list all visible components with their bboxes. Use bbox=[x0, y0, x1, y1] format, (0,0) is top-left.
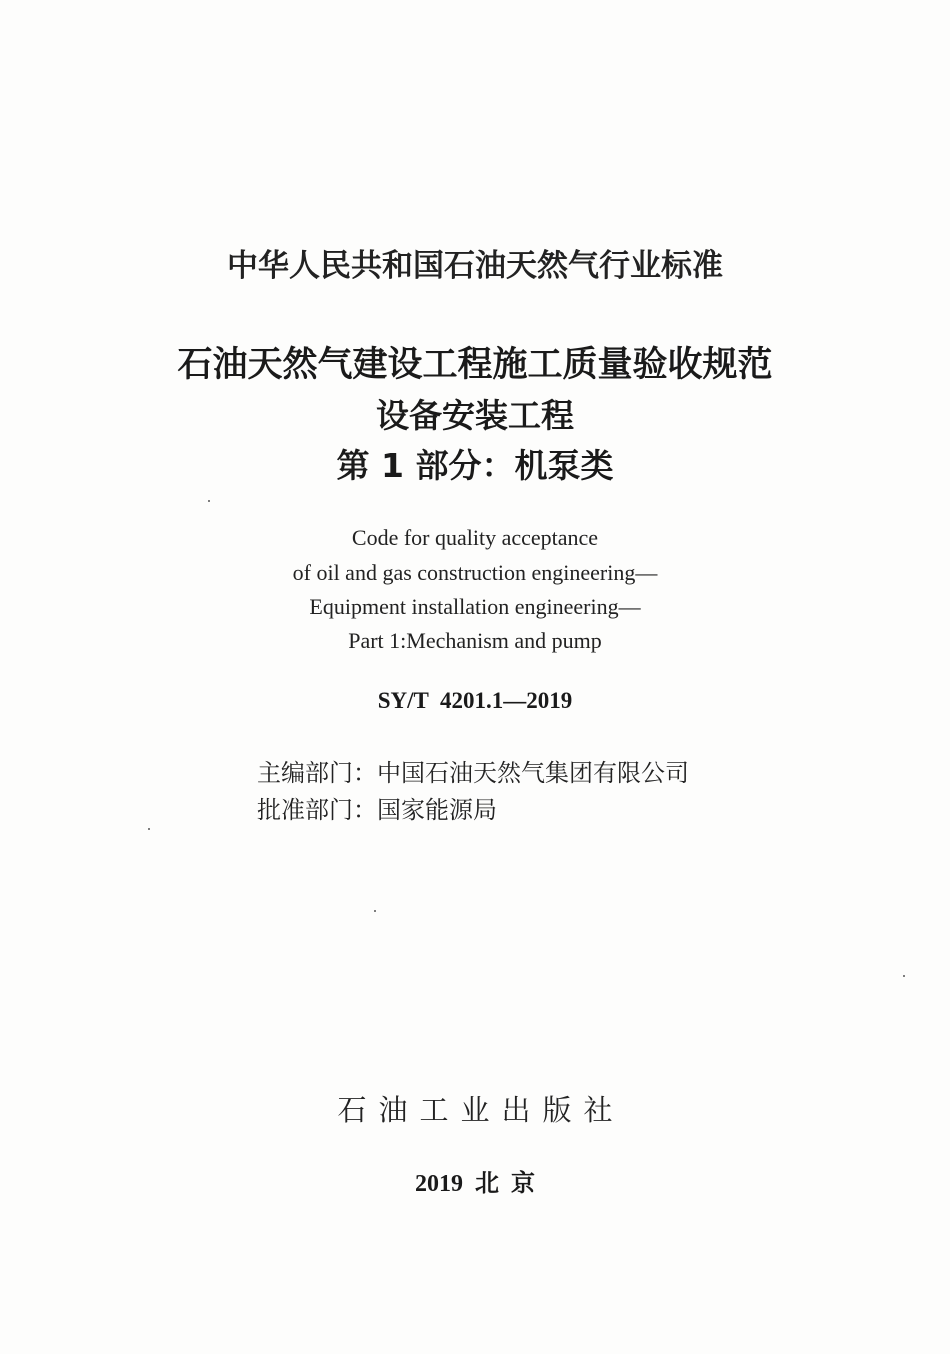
approving-department: 批准部门：国家能源局 bbox=[257, 796, 497, 824]
standard-code: SY/T 4201.1—2019 bbox=[377, 688, 573, 713]
document-part-title: 第 1 部分：机泵类 bbox=[336, 446, 614, 485]
english-title-line: of oil and gas construction engineering— bbox=[292, 560, 658, 585]
document-subtitle: 设备安装工程 bbox=[376, 396, 574, 435]
publisher-name: 石油工业出版社 bbox=[337, 1095, 625, 1127]
scan-speck bbox=[903, 975, 905, 977]
scan-speck bbox=[374, 910, 376, 912]
english-title-line: Part 1:Mechanism and pump bbox=[348, 628, 602, 653]
scan-speck bbox=[148, 828, 150, 830]
english-title-line: Code for quality acceptance bbox=[351, 525, 599, 550]
scan-speck bbox=[208, 500, 210, 502]
english-title-line: Equipment installation engineering— bbox=[309, 594, 641, 619]
document-title: 石油天然气建设工程施工质量验收规范 bbox=[177, 345, 773, 385]
editing-department: 主编部门：中国石油天然气集团有限公司 bbox=[257, 759, 689, 787]
publication-imprint: 2019 北 京 bbox=[415, 1171, 535, 1197]
standard-series-heading: 中华人民共和国石油天然气行业标准 bbox=[227, 248, 723, 284]
